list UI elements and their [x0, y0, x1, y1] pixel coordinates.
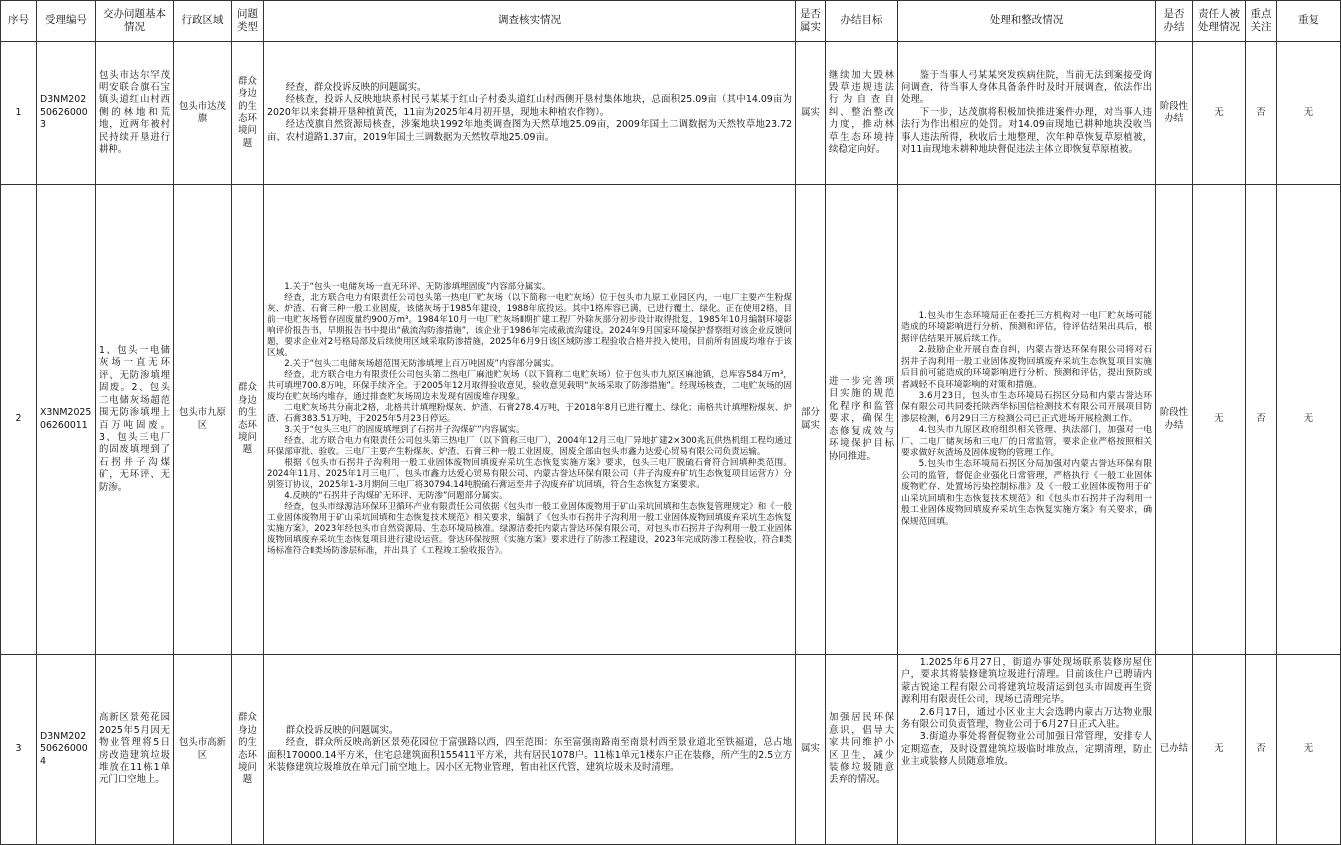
cell-goal: 继续加大毁林毁草违规违法行为自查自纠、整治整改力度，推动林草生态环境持续稳定向好。 [826, 42, 898, 185]
cell-is-done: 阶段性办结 [1156, 42, 1193, 185]
cell-seq: 3 [1, 655, 37, 845]
investigation-paragraph: 经查，北方联合电力有限责任公司包头第一热电厂贮灰场（以下简称一电贮灰场）位于包头市九原工业园区内，一电厂主要产生粉煤灰、炉渣、石膏三种一般工业固废，该储灰场于1985年建设，1988年底投运。其中1格库容已满，已进行覆土、绿化。正在使用2格，目前一电贮灰场暂存固废量约900万m³。1984年10月一电厂贮灰场Ⅱ期扩建工程厂外除灰部分初步设计取得批复，1985年10月编制环境影响评价报告书，早期报告书中提出“截流沟防渗措施”，该企业于1986年完成截流沟建设。2024年9月国家环境保护督察组对该企业反馈问题，要求企业对2号格局部及后续使用区域采取防渗措施，2025年6月9日该区域防渗工程验收合格并投入使用，目前所有固废均堆存于该区域。 [267, 293, 792, 358]
cell-code: X3NM202506260011 [37, 185, 96, 655]
cell-is-done: 已办结 [1156, 655, 1193, 845]
cell-code: D3NM202506260003 [37, 42, 96, 185]
investigation-paragraph: 经核查，投诉人反映地块系村民弓某某于红山子村委头道红山村西侧开垦村集体地块，总面积25.09亩（其中14.09亩为2020年以来套耕开垦种植黄芪，11亩为2025年4月初开垦，现地未种植农作物）。 [267, 94, 792, 118]
cell-is-true: 属实 [796, 42, 826, 185]
investigation-paragraph: 经查，群众所反映高新区景苑花园位于富强路以西，四至范围：东至富强南路南至南景村西至景业道北至铁福道，总占地面积170000.14平方米，住宅总建筑面积155411平方米，共有居民1078户。11栋1单元1楼东户正在装修，所产生的2.5立方米装修建筑垃圾堆放在单元门前空地上。因小区无物业管理，暂由社区代管，建筑垃圾未及时清理。 [267, 737, 792, 773]
header-seq: 序号 [1, 1, 37, 42]
cell-district: 包头市九原区 [174, 185, 232, 655]
cell-is-true: 属实 [796, 655, 826, 845]
cell-type: 群众身边的生态环境问题 [232, 185, 264, 655]
investigation-paragraph: 经查，北方联合电力有限责任公司包头第三热电厂（以下简称三电厂），2004年12月三电厂异地扩建2×300兆瓦供热机组工程均通过环保部审批、验收。三电厂主要产生粉煤灰、炉渣、石膏三种一般工业固废，固废全部由包头市鑫力达爱心贸易有限公司负责运输。 [267, 436, 792, 457]
handling-paragraph: 鉴于当事人弓某某突发疾病住院，当前无法到案接受询问调查，待当事人身体具备条件时及时开展调查，依法作出处理。 [901, 69, 1152, 106]
cell-goal: 进一步完善项目实施的规范化程序和监管要求，确保生态修复成效与环境保护目标协同推进。 [826, 185, 898, 655]
cell-investigation [264, 42, 796, 185]
cell-handling [898, 42, 1156, 185]
header-basic: 交办问题基本情况 [96, 1, 174, 42]
investigation-paragraph: 2.关于“包头二电储灰场超范围无防渗填埋上百万吨固废”内容部分属实。 [284, 359, 560, 369]
header-accountability: 责任人被处理情况 [1193, 1, 1246, 42]
cell-type: 群众身边的生态环境问题 [232, 42, 264, 185]
header-is-done: 是否办结 [1156, 1, 1193, 42]
handling-paragraph: 5.包头市生态环境局石拐区分局加强对内蒙古誉达环保有限公司的监管，督促企业强化日常管理，严格执行《一般工业固体废物贮存、处置场污染控制标准》及《一般工业固体废物用于矿山采坑回填和生态恢复技术规范》和《包头市石拐井子沟利用一般工业固体废物回填废弃采坑生态恢复实施方案》有关要求，确保规范回填。 [901, 459, 1152, 527]
cell-is-true: 部分属实 [796, 185, 826, 655]
cell-accountability: 无 [1193, 655, 1246, 845]
table-row [1, 185, 1341, 655]
cell-code: D3NM202506260004 [37, 655, 96, 845]
table-row [1, 42, 1341, 185]
cell-key-focus: 否 [1246, 42, 1277, 185]
cell-accountability: 无 [1193, 185, 1246, 655]
header-goal: 办结目标 [826, 1, 898, 42]
investigation-paragraph: 1.关于“包头一电储灰场一直无环评、无防渗填埋固废”内容部分属实。 [284, 282, 551, 292]
investigation-paragraph: 经查，包头市绿源洁环保环卫循环产业有限责任公司依据《包头市一般工业固体废物用于矿山采坑回填和生态恢复管理规定》和《一般工业固体废物用于矿山采坑回填和生态恢复技术规范》相关要求，编制了《包头市石拐井子沟利用一般工业固体废物回填废弃采坑生态恢复实施方案》，2023年经包头市自然资源局、生态环境局核准。绿源洁委托内蒙古誉达环保有限公司，对包头市石拐井子沟利用一般工业固体废物回填废弃采坑生态恢复项目进行建设运营。誉达环保按照《实施方案》要求进行了防渗工程建设，2023年完成防渗工程验收，符合Ⅱ类场标准符合Ⅱ类场防渗层标准，并出具了《工程竣工验收报告》。 [267, 502, 792, 556]
header-district: 行政区域 [174, 1, 232, 42]
investigation-paragraph: 3.关于“包头三电厂的固废填埋到了石拐井子沟煤矿”内容属实。 [284, 425, 525, 435]
cell-last: 无 [1277, 185, 1341, 655]
cell-basic: 1、包头一电储灰场一直无环评、无防渗填埋固废。2、包头二电储灰场超范围无防渗填埋上百万吨固废。3、包头三电厂的固废填埋到了石拐井子沟煤矿，无环评、无防渗。 [96, 185, 174, 655]
handling-paragraph: 下一步，达茂旗将积极加快推进案件办理，对当事人违法行为作出相应的处罚。对14.09亩现地已耕种地块没收当事人违法所得，秋收后土地整理，次年种草恢复草原植被，对11亩现地未耕种地块督促违法主体立即恢复草原植被。 [901, 106, 1152, 156]
header-type: 问题类型 [232, 1, 264, 42]
cell-accountability: 无 [1193, 42, 1246, 185]
header-handling: 处理和整改情况 [898, 1, 1156, 42]
header-code: 受理编号 [37, 1, 96, 42]
investigation-paragraph: 经查，北方联合电力有限责任公司包头第二热电厂麻池贮灰场（以下简称二电贮灰场）位于包头市九原区麻池镇，总库容584万m³，共可填埋700.8万吨，环保手续齐全。于2005年12月取得验收意见，验收意见载明“灰场采取了防渗措施”。经现场核查，二电贮灰场的固废均在贮灰场内堆存，通过排查贮灰场周边未发现有固废堆存现象。 [267, 370, 792, 402]
cell-last: 无 [1277, 655, 1341, 845]
cell-type: 群众身边的生态环境问题 [232, 655, 264, 845]
investigation-paragraph: 经查，群众投诉反映的问题属实。 [285, 81, 427, 93]
cell-key-focus: 否 [1246, 185, 1277, 655]
header-is-true: 是否属实 [796, 1, 826, 42]
header-key-focus: 重点关注 [1246, 1, 1277, 42]
handling-paragraph: 1.2025年6月27日，街道办事处现场联系装修房屋住户，要求其将装修建筑垃圾进行清理。目前该住户已聘请内蒙古锐途工程有限公司将建筑垃圾清运到包头市固废再生资源利用有限责任公司，现场已清理完毕。 [901, 657, 1152, 706]
cell-key-focus: 否 [1246, 655, 1277, 845]
investigation-paragraph: 经达茂旗自然资源局核查，涉案地块1992年地类调查图为天然草地25.09亩，2009年国土二调数据为天然牧草地23.72亩、农村道路1.37亩，2019年国土三调数据为天然牧草地25.09亩。 [267, 119, 792, 143]
cell-investigation [264, 655, 796, 845]
handling-paragraph: 2.6月17日，通过小区业主大会选聘内蒙古万达物业服务有限公司负责管理，物业公司于6月27日正式入驻。 [901, 706, 1152, 731]
header-investigation: 调查核实情况 [264, 1, 796, 42]
investigation-paragraph: 4.反映的“石拐井子沟煤矿无环评、无防渗”问题部分属实。 [284, 491, 508, 501]
handling-paragraph: 3.6月23日，包头市生态环境局石拐区分局和内蒙古誉达环保有限公司共同委托陕西华标国信检测技术有限公司开展项目防渗层检测，6月29日三方检测公司已正式进场开展检测工作。 [901, 390, 1152, 424]
cell-is-done: 阶段性办结 [1156, 185, 1193, 655]
handling-paragraph: 2.鼓励企业开展自查自纠，内蒙古誉达环保有限公司将对石拐井子沟利用一般工业固体废物回填废弃采坑生态恢复项目实施后目前可能造成的环境影响进行分析、预测和评估，提出预防或者减轻不良环境影响的对策和措施。 [901, 345, 1152, 390]
cell-investigation [264, 185, 796, 655]
header-last: 重复 [1277, 1, 1341, 42]
cell-basic: 包头市达尔罕茂明安联合旗石宝镇头道红山村西侧的林地和荒地，近两年被村民持续开垦进行耕种。 [96, 42, 174, 185]
handling-paragraph: 1.包头市生态环境局正在委托三方机构对一电厂贮灰场可能造成的环境影响进行分析、预测和评估，待评估结果出具后，根据评估结果开展后续工作。 [901, 310, 1152, 344]
investigation-paragraph: 二电贮灰场共分南北2格，北格共计填埋粉煤灰、炉渣、石膏278.4万吨，于2018年8月已进行覆土、绿化；南格共计填埋粉煤灰、炉渣、石膏383.51万吨，于2025年5月23日停运。 [267, 403, 792, 424]
cell-handling [898, 185, 1156, 655]
investigation-paragraph: 根据《包头市石拐井子沟利用一般工业固体废物回填废弃采坑生态恢复实施方案》要求，包头三电厂脱硫石膏符合回填种类范围。2024年11月、2025年1月三电厂、包头市鑫力达爱心贸易有限公司、内蒙古誉达环保有限公司（井子沟废弃矿坑生态恢复项目运营方）分别签订协议，2025年1-3月期间三电厂将30794.14吨脱硫石膏运至井子沟废弃矿坑回填，符合生态恢复方案要求。 [267, 458, 792, 490]
cell-district: 包头市达茂旗 [174, 42, 232, 185]
cell-basic: 高新区景苑花园2025年5月因无物业管理将5日房改造建筑垃圾堆放在11栋1单元门口空地上。 [96, 655, 174, 845]
cell-goal: 加强居民环保意识，倡导大家共同维护小区卫生，减少装修垃圾随意丢弃的情况。 [826, 655, 898, 845]
cell-handling [898, 655, 1156, 845]
table-row [1, 655, 1341, 845]
header-row [1, 1, 1341, 42]
cell-seq: 2 [1, 185, 37, 655]
handling-paragraph: 3.街道办事处将督促物业公司加强日常管理，安排专人定期巡查，及时设置建筑垃圾临时堆放点，定期清理，防止业主或装修人员随意堆放。 [901, 731, 1152, 768]
cell-last: 无 [1277, 42, 1341, 185]
handling-paragraph: 4.包头市九原区政府组织相关管理、执法部门，加强对一电厂、二电厂储灰场和三电厂的日常监管，要求企业严格按照相关要求做好灰渣场及固体废物的管理工作。 [901, 425, 1152, 459]
investigation-paragraph: 群众投诉反映的问题属实。 [285, 724, 399, 736]
cell-seq: 1 [1, 42, 37, 185]
cell-district: 包头市高新区 [174, 655, 232, 845]
